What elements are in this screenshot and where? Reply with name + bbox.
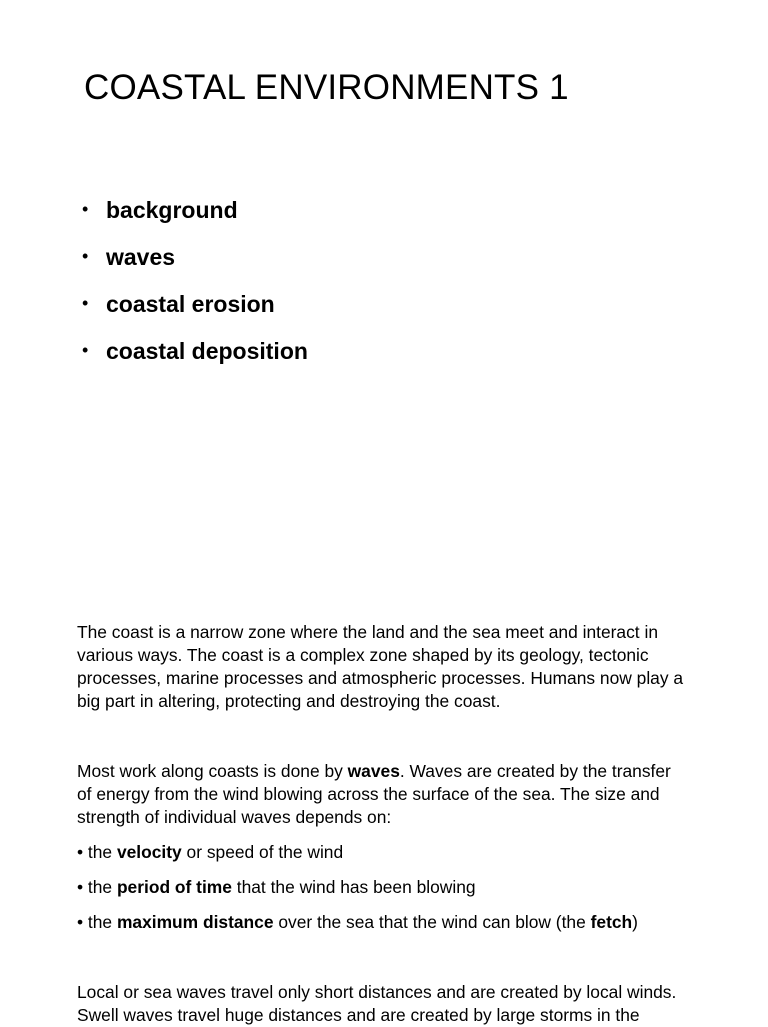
- bullet-icon: •: [82, 199, 89, 219]
- paragraph-line: Swell waves travel huge distances and are created by large storms in the: [77, 1005, 640, 1025]
- text-span: • the: [77, 842, 117, 862]
- paragraph-line: various ways. The coast is a complex zone shaped by its geology, tectonic: [77, 645, 649, 665]
- factor-item-velocity: [77, 841, 343, 864]
- bullet-icon: •: [82, 340, 89, 360]
- topic-list: [82, 194, 308, 382]
- text-span: Most work along coasts is done by: [77, 761, 348, 781]
- paragraph-line: The coast is a narrow zone where the land and the sea meet and interact in: [77, 622, 658, 642]
- bullet-icon: •: [82, 293, 89, 313]
- emphasis-waves: waves: [347, 761, 400, 781]
- emphasis-term: period of time: [116, 877, 232, 897]
- bullet-icon: •: [82, 246, 89, 266]
- paragraph-line: of energy from the wind blowing across the surface of the sea. The size and: [77, 784, 660, 804]
- paragraph-line: Local or sea waves travel only short distances and are created by local winds.: [77, 982, 677, 1002]
- emphasis-fetch: fetch: [590, 912, 633, 932]
- page-title: COASTAL ENVIRONMENTS 1: [84, 68, 569, 107]
- text-span: • the: [77, 877, 117, 897]
- topic-label: coastal deposition: [106, 338, 308, 364]
- text-span: over the sea that the wind can blow (the: [273, 912, 591, 932]
- list-item: [82, 288, 308, 335]
- list-item: [82, 335, 308, 382]
- emphasis-term: velocity: [116, 842, 182, 862]
- paragraph-line: [77, 760, 757, 783]
- factor-item-period: [77, 876, 476, 899]
- paragraph-line: strength of individual waves depends on:: [77, 807, 392, 827]
- topic-label: waves: [106, 244, 176, 270]
- intro-paragraph: [77, 621, 757, 713]
- waves-paragraph: [77, 760, 757, 829]
- list-item: [82, 194, 308, 241]
- topic-label: background: [106, 197, 238, 223]
- text-span: or speed of the wind: [181, 842, 344, 862]
- factor-item-distance: [77, 911, 638, 934]
- emphasis-term: maximum distance: [116, 912, 274, 932]
- paragraph-line: processes, marine processes and atmospheric processes. Humans now play a: [77, 668, 684, 688]
- text-span: ): [632, 912, 638, 932]
- local-waves-paragraph: [77, 981, 757, 1027]
- text-span: that the wind has been blowing: [231, 877, 476, 897]
- topic-label: coastal erosion: [106, 291, 275, 317]
- list-item: [82, 241, 308, 288]
- paragraph-line: big part in altering, protecting and destroying the coast.: [77, 691, 501, 711]
- text-span: . Waves are created by the transfer: [399, 761, 671, 781]
- text-span: • the: [77, 912, 117, 932]
